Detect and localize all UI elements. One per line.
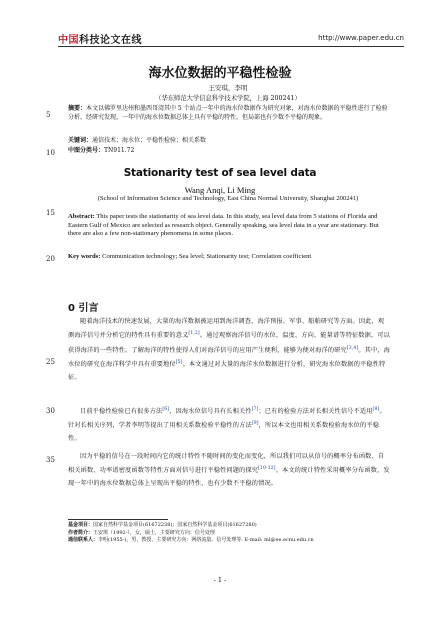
line-number: 35 [46, 456, 55, 464]
site-logo[interactable] [58, 31, 142, 46]
citation-link[interactable]: [3,4] [346, 345, 359, 351]
clc-cn [68, 147, 388, 156]
section-heading [68, 299, 98, 314]
page-number: - 1 - [213, 576, 227, 584]
footnote-author [68, 530, 390, 538]
authors-en: Wang Anqi, Li Ming [184, 185, 256, 195]
para-text: 目前平稳性检验已有很多方法 [80, 408, 163, 416]
keywords-cn-label: 关键词： [68, 137, 93, 144]
site-url[interactable]: http://www.paper.edu.cn [318, 34, 404, 42]
footnote-text: 国家自然科学基金项目(61672238)；国家自然科学基金项目(61627280) [93, 522, 257, 528]
citation-link[interactable]: [7] [251, 407, 259, 412]
clc-cn-label: 中图分类号： [68, 147, 105, 154]
footnote-text: 王安琪（1992-），女，硕士，主要研究方向：信号处理 [93, 529, 215, 536]
para-text: 。本文的统计特性采用概率分布函数，发现一年中的海水位数据总体上呈现出平稳的特性，也有少数不平稳的情况。 [68, 467, 390, 487]
footnote-label: 基金项目： [68, 522, 94, 528]
line-number: 25 [46, 358, 55, 366]
page-title-en: Stationarity test of sea level data [123, 167, 317, 179]
citation-link[interactable]: [10-12] [258, 466, 276, 472]
para-text: 。其中，海水位的研究在海洋科学中具有重要地位 [68, 346, 390, 369]
page-title-cn: 海水位数据的平稳性检验 [148, 66, 292, 81]
para-text: 。本文通过对大量的海洋水位数据进行分析，研究海水位数据的平稳性特征。 [68, 361, 386, 381]
citation-link[interactable]: [8] [372, 407, 380, 412]
keywords-en-text: Communication technology; Sea level; Stationarity test; Correlation coefficient [102, 253, 312, 260]
citation-link[interactable]: [1,2] [188, 331, 200, 337]
abstract-cn-label: 摘要： [68, 105, 87, 112]
footnotes [68, 522, 390, 545]
para-text: ，因海水位信号具有长相关性 [169, 408, 252, 416]
footnote-funding [68, 522, 390, 530]
body-paragraph-1 [68, 316, 390, 384]
footnote-label: 作者简介： [68, 529, 94, 536]
para-text: 。通过观察海洋信号的水位、温度、方向、能量谱等特征数据，可以获得海洋的一些特性。了解海洋的特性使得人们对海洋信号的应用产生便利，能够为便对海洋的研究 [68, 332, 390, 354]
line-number: 10 [46, 149, 55, 157]
section-title: 引言 [78, 303, 99, 314]
abstract-en-text: This paper tests the stationarity of sea level data. In this study, sea level data from 5 stations of Florida and Eastern Gulf of Mexico are selected as research object. Generally speaking, sea level data in a year are stationary. But there are also a few non-stationary phenomena in some places. [68, 213, 379, 237]
keywords-cn [68, 137, 388, 146]
para-text: ，所以本文也用相关系数检验海水位的平稳性。 [68, 422, 380, 442]
footnote-contact [68, 537, 390, 545]
clc-cn-text: TN911.72 [104, 147, 135, 154]
header-divider [58, 46, 404, 47]
abstract-en [68, 213, 388, 239]
citation-link[interactable]: [6] [162, 407, 170, 412]
footnote-divider [68, 519, 168, 520]
para-text: 。针对长相关序列，学者李明等提出了用相关系数检验平稳性的方法 [68, 408, 386, 430]
logo-part1: 中国 [58, 35, 79, 46]
keywords-en-label: Key words: [68, 253, 101, 260]
abstract-cn [68, 105, 388, 122]
para-text: ；已有的检验方法对长相关性信号不适用 [258, 408, 373, 416]
body-paragraph-2 [68, 404, 390, 445]
authors-cn: 王安琪，李明 [208, 84, 248, 92]
logo-part2: 科技论文在线 [79, 35, 142, 46]
line-number: 5 [46, 111, 51, 119]
keywords-cn-text: 通信技术；海水位；平稳性检验；相关系数 [92, 137, 207, 144]
affiliation-en: (School of Information Science and Technology, East China Normal University, Shanghai 200241) [97, 195, 359, 202]
footnote-text: 李明(1955-)，男，教授，主要研究方向：网络流量、信号处理等. E-mail: ml@ee.ecnu.edu.cn [98, 537, 314, 543]
citation-link[interactable]: [9] [251, 421, 259, 427]
para-text: 随着海洋技术的快速发展，大量的海洋数据被运用到海洋调查、海洋预报、军事、船舶研究等方面。因此，观测海洋信号并分析它的特性具有重要的意义 [68, 318, 385, 340]
line-number: 15 [46, 209, 55, 217]
page-header [0, 0, 440, 48]
affiliation-cn: （华东师范大学信息科学技术学院，上海 200241） [155, 95, 301, 102]
body-paragraph-3 [68, 451, 390, 490]
footnote-label: 通信联系人： [68, 537, 99, 543]
abstract-cn-text: 本文以佛罗里达州和墨西哥湾其中 5 个站点一年中的海水位数据作为研究对象，对海水位数据的平稳性进行了检验分析。经研究发现，一年中的海水位数据总体上具有平稳的特性，但局部也有少数不平稳的现象。 [68, 105, 388, 121]
abstract-en-label: Abstract: [68, 213, 95, 220]
line-number: 20 [46, 255, 55, 263]
section-number: 0 [68, 303, 75, 314]
line-number: 30 [46, 407, 55, 415]
citation-link[interactable]: [5] [175, 360, 183, 366]
para-text: 因为平稳的信号在一段时间内它的统计特性不随时间的变化而变化，所以我们可以从信号的概率分布函数、自相关函数、功率谱密度函数等特性方面对信号进行平稳性问题的探究 [68, 453, 385, 475]
keywords-en [68, 253, 388, 262]
